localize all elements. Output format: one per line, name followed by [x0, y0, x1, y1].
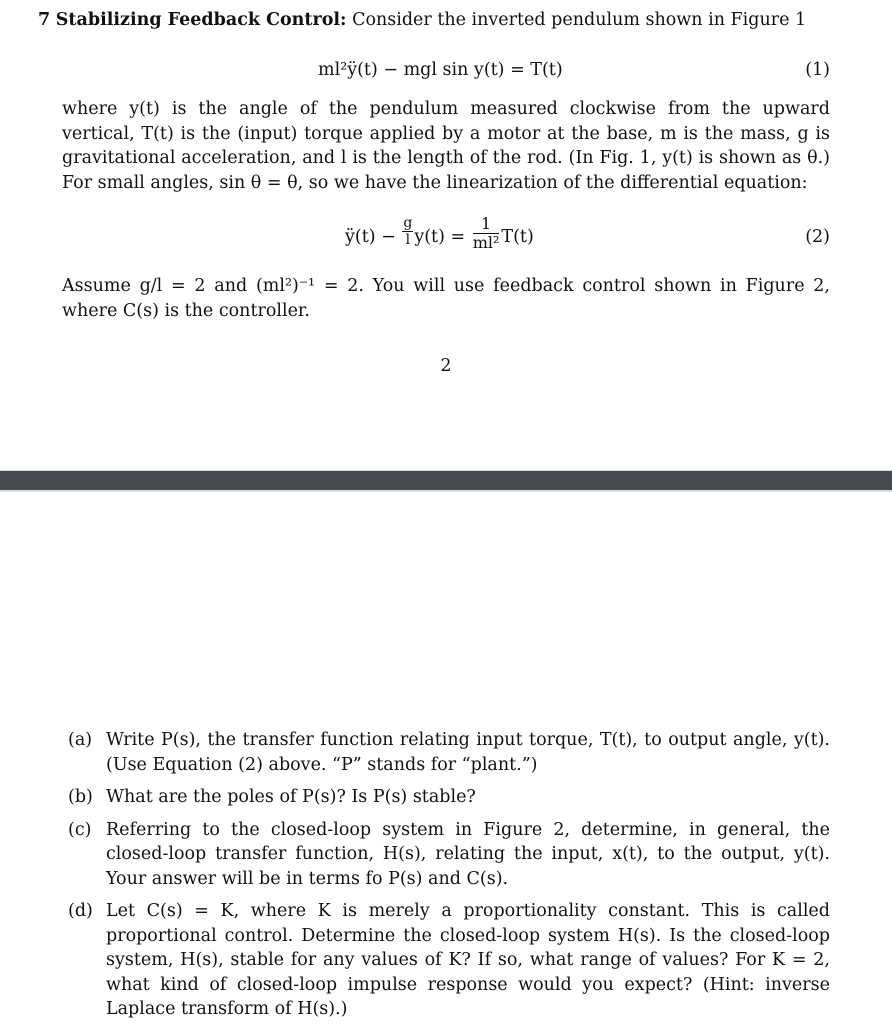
equation-1: ml²ÿ(t) − mgl sin y(t) = T(t) [318, 60, 563, 80]
question-text: Write P(s), the transfer function relating input torque, T(t), to output angle, y(t). (Use Equation (2) above. “P” stands for “plant.”) [106, 730, 830, 775]
question-label: (b) [68, 787, 93, 807]
fraction-ml2-denominator: ml² [472, 233, 500, 252]
equation-2-number: (2) [805, 227, 830, 247]
question-label: (a) [68, 730, 93, 750]
page-number: 2 [440, 356, 452, 376]
equation-2-lhs: ÿ(t) − [345, 227, 402, 247]
list-item [62, 728, 830, 777]
equation-1-number: (1) [805, 60, 830, 80]
equation-2-middle: y(t) = [414, 227, 471, 247]
fraction-one-over-ml2 [473, 215, 500, 252]
section-heading [38, 8, 858, 33]
equation-2-rhs: T(t) [501, 227, 534, 247]
list-item [62, 818, 830, 892]
document-page-bottom [0, 492, 892, 1024]
list-item [62, 785, 830, 810]
question-label: (c) [68, 819, 92, 840]
page-separator-bar [0, 471, 892, 490]
question-label: (d) [68, 901, 93, 921]
fraction-g-numerator: g [403, 215, 413, 231]
list-item [62, 899, 830, 1022]
fraction-g-over-l [402, 215, 413, 248]
page-separator [0, 470, 892, 492]
question-text: Referring to the closed-loop system in Figure 2, determine, in general, the closed-loop transfer function, H(s), relating the input, x(t), to the output, y(t). Your answer will be in terms fo P(s) and C(s). [106, 819, 830, 889]
question-text: What are the poles of P(s)? Is P(s) stable? [106, 787, 476, 807]
equation-2 [345, 215, 534, 265]
paragraph-assumptions: Assume g/l = 2 and (ml²)⁻¹ = 2. You will use feedback control shown in Figure 2, where C(s) is the controller. [62, 276, 830, 321]
question-text: Let C(s) = K, where K is merely a proportionality constant. This is called proportional control. Determine the closed-loop system H(s). Is the closed-loop system, H(s), stable for any values of K? If so, what range of values? For K = 2, what kind of closed-loop impulse response would you expect? (Hint: inverse Laplace transform of H(s).) [106, 901, 830, 1019]
fraction-l-denominator: l [405, 232, 411, 248]
fraction-one-numerator: 1 [473, 215, 500, 234]
section-intro: Consider the inverted pendulum shown in Figure 1 [352, 10, 807, 30]
section-number: 7 [38, 10, 51, 30]
paragraph-definitions: where y(t) is the angle of the pendulum measured clockwise from the upward vertical, T(t) is the (input) torque applied by a motor at the base, m is the mass, g is gravitational acceleration, and l is the length of the rod. (In Fig. 1, y(t) is shown as θ.) For small angles, sin θ = θ, so we have the linearization of the differential equation: [62, 99, 830, 193]
document-page-top [0, 0, 892, 470]
section-title: Stabilizing Feedback Control: [55, 10, 347, 30]
question-list [62, 728, 830, 1030]
